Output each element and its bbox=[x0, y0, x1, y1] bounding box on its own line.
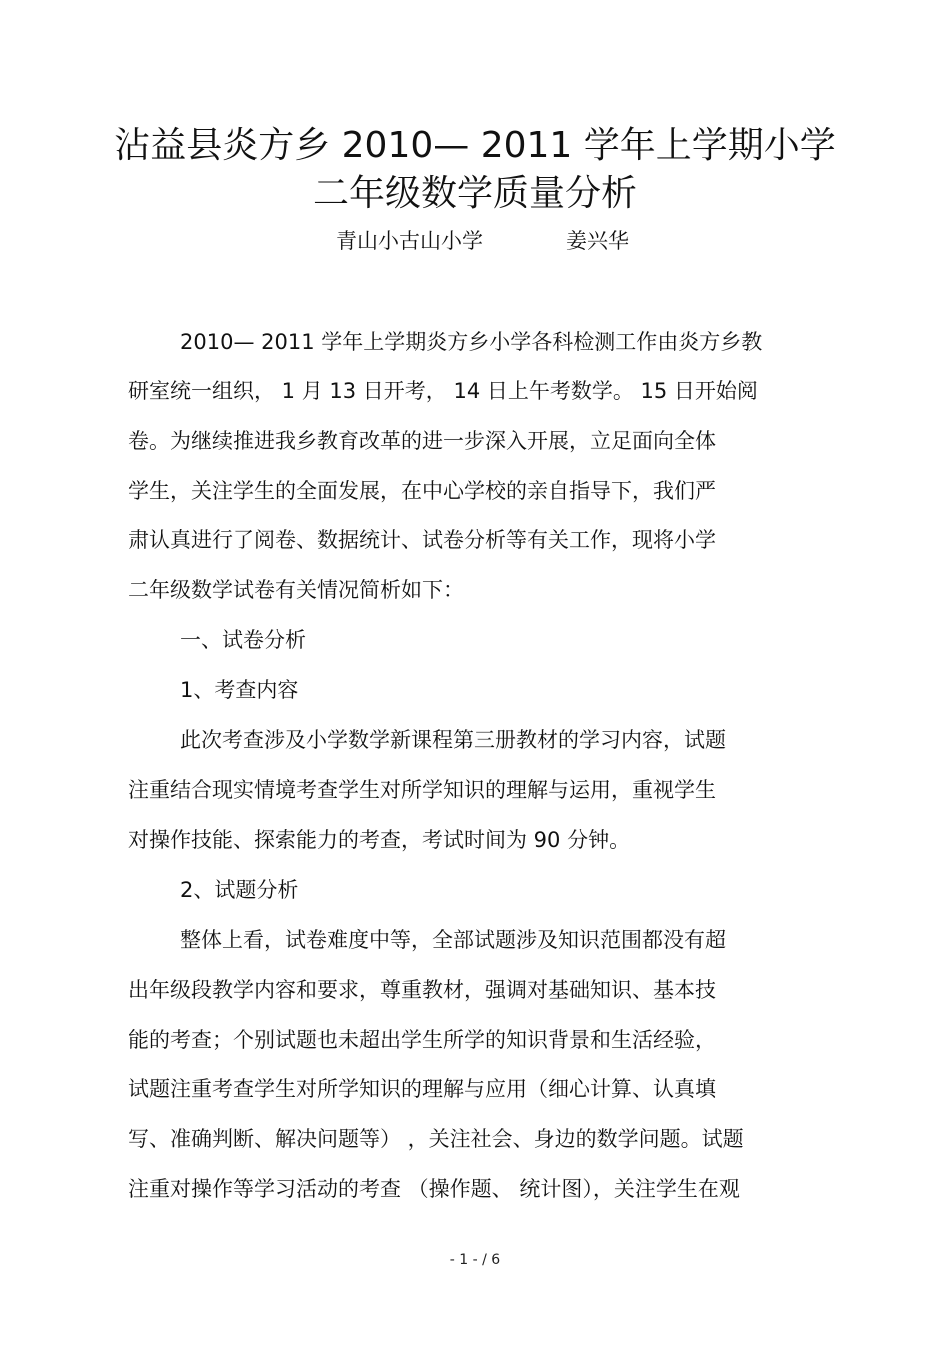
body-line: 学生，关注学生的全面发展，在中心学校的亲自指导下，我们严 bbox=[128, 479, 716, 503]
body-line: 写、准确判断、解决问题等） ，关注社会、身边的数学问题。试题 bbox=[128, 1127, 744, 1151]
subsection-heading: 1、考查内容 bbox=[180, 678, 299, 702]
body-line: 肃认真进行了阅卷、数据统计、试卷分析等有关工作，现将小学 bbox=[128, 528, 716, 552]
body-line: 注重结合现实情境考查学生对所学知识的理解与运用，重视学生 bbox=[128, 778, 716, 802]
body-line: 试题注重考查学生对所学知识的理解与应用（细心计算、认真填 bbox=[128, 1077, 716, 1101]
body-line: 卷。为继续推进我乡教育改革的进一步深入开展，立足面向全体 bbox=[128, 429, 716, 453]
author-name: 姜兴华 bbox=[566, 229, 629, 253]
document-title-line-2: 二年级数学质量分析 bbox=[312, 173, 637, 214]
body-line: 能的考查；个别试题也未超出学生所学的知识背景和生活经验， bbox=[128, 1028, 716, 1052]
body-line: 对操作技能、探索能力的考查，考试时间为 90 分钟。 bbox=[128, 828, 631, 852]
body-line: 二年级数学试卷有关情况简析如下： bbox=[128, 578, 464, 602]
section-heading: 一、试卷分析 bbox=[180, 628, 306, 652]
body-line: 注重对操作等学习活动的考查 （操作题、 统计图），关注学生在观 bbox=[128, 1177, 740, 1201]
body-line: 此次考查涉及小学数学新课程第三册教材的学习内容，试题 bbox=[180, 728, 726, 752]
subsection-heading: 2、试题分析 bbox=[180, 878, 299, 902]
document-title-line-1: 沾益县炎方乡 2010— 2011 学年上学期小学 bbox=[114, 125, 836, 166]
body-line: 整体上看，试卷难度中等，全部试题涉及知识范围都没有超 bbox=[180, 928, 726, 952]
body-line: 研室统一组织， 1 月 13 日开考， 14 日上午考数学。 15 日开始阅 bbox=[128, 379, 758, 403]
page-number: - 1 - / 6 bbox=[449, 1252, 501, 1268]
author-school: 青山小古山小学 bbox=[336, 229, 483, 253]
body-line: 2010— 2011 学年上学期炎方乡小学各科检测工作由炎方乡教 bbox=[180, 330, 763, 354]
body-line: 出年级段教学内容和要求，尊重教材，强调对基础知识、基本技 bbox=[128, 978, 716, 1002]
